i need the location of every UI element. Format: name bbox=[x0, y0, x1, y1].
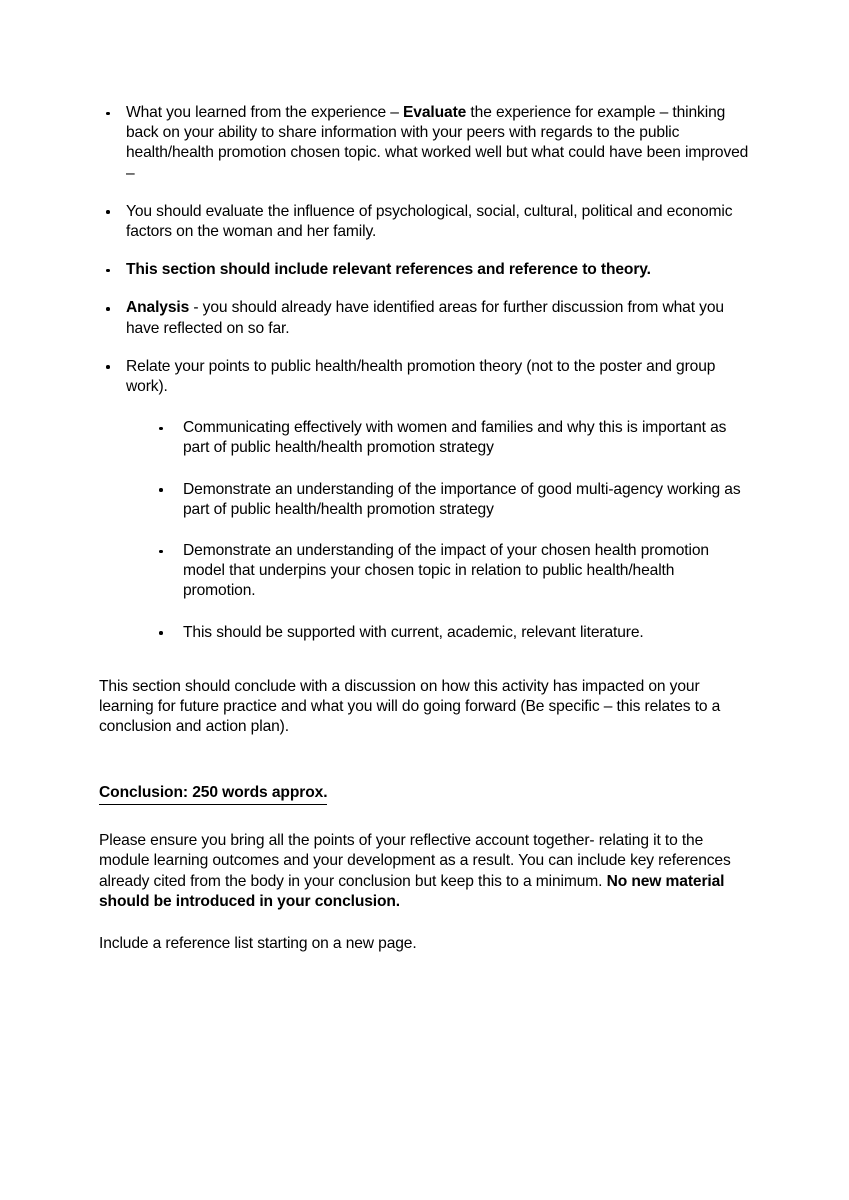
conclusion-paragraph bbox=[99, 831, 749, 912]
bullet-text: Communicating effectively with women and families and why this is important as part of public health/health promotion strategy bbox=[183, 419, 727, 457]
bullet-text: Demonstrate an understanding of the impact of your chosen health promotion model that underpins your chosen topic in relation to public health/health promotion. bbox=[183, 542, 709, 600]
spacer bbox=[99, 661, 749, 677]
bullet-text-tail: - you should already have identified areas for further discussion from what you have reflected on so far. bbox=[126, 299, 724, 337]
spacer bbox=[99, 912, 749, 934]
spacer bbox=[99, 805, 749, 831]
bullet-text-lead: What you learned from the experience – bbox=[126, 104, 404, 121]
bullet-health-promotion-model bbox=[154, 541, 749, 602]
bullet-text: This section should include relevant references and reference to theory. bbox=[126, 261, 651, 279]
bullet-point-icon bbox=[106, 112, 110, 116]
conclusion-text-lead: Please ensure you bring all the points of your reflective account together- relating it to the module learning outcomes and your development as a result. You can include key references already cited from the body in your conclusion but keep this to a minimum. bbox=[99, 832, 731, 890]
bullet-point-icon bbox=[106, 269, 110, 273]
bullet-text: You should evaluate the influence of psychological, social, cultural, political and economic factors on the woman and her family. bbox=[126, 202, 733, 241]
bullet-point-icon bbox=[159, 550, 163, 554]
bullet-point-icon bbox=[159, 488, 163, 492]
bullet-text-tail: the experience for example – thinking back on your ability to share information with your peers with regards to the public health/health promotion chosen topic. what worked well but what could have been improved – bbox=[126, 104, 749, 182]
bullet-text: Relate your points to public health/health promotion theory (not to the poster and group work). bbox=[126, 357, 716, 396]
bullet-point-icon bbox=[159, 631, 163, 635]
bullet-text-emphasis: Evaluate bbox=[403, 104, 467, 121]
bullet-communicating-effectively bbox=[154, 418, 749, 458]
bullet-point-icon bbox=[106, 365, 110, 369]
nested-bullet-list bbox=[154, 418, 749, 643]
bullet-evaluate-influences bbox=[99, 202, 749, 242]
bullet-point-icon bbox=[106, 210, 110, 214]
bullet-relevant-references bbox=[99, 260, 749, 280]
bullet-multi-agency-working bbox=[154, 480, 749, 520]
primary-bullet-list bbox=[99, 103, 749, 643]
bullet-text: Demonstrate an understanding of the importance of good multi-agency working as part of public health/health promotion strategy bbox=[183, 480, 741, 518]
bullet-learned-from-experience bbox=[99, 103, 749, 184]
bullet-point-icon bbox=[106, 307, 110, 311]
spacer bbox=[99, 737, 749, 783]
bullet-relate-points bbox=[99, 357, 749, 643]
nested-bullet-wrapper bbox=[154, 418, 749, 643]
reference-note-paragraph: Include a reference list starting on a new page. bbox=[99, 934, 417, 952]
bullet-text-emphasis: Analysis bbox=[126, 299, 190, 317]
bullet-supported-literature bbox=[154, 623, 749, 643]
bullet-analysis bbox=[99, 298, 749, 338]
bullet-point-icon bbox=[159, 427, 163, 431]
document-body bbox=[99, 103, 749, 954]
conclusion-heading: Conclusion: 250 words approx. bbox=[99, 783, 327, 805]
closing-paragraph: This section should conclude with a discussion on how this activity has impacted on your learning for future practice and what you will do going forward (Be specific – this relates to a conclusion and action plan). bbox=[99, 677, 721, 736]
conclusion-text-emphasis: No new material should be introduced in your conclusion. bbox=[99, 872, 725, 910]
bullet-text: This should be supported with current, academic, relevant literature. bbox=[183, 623, 644, 641]
